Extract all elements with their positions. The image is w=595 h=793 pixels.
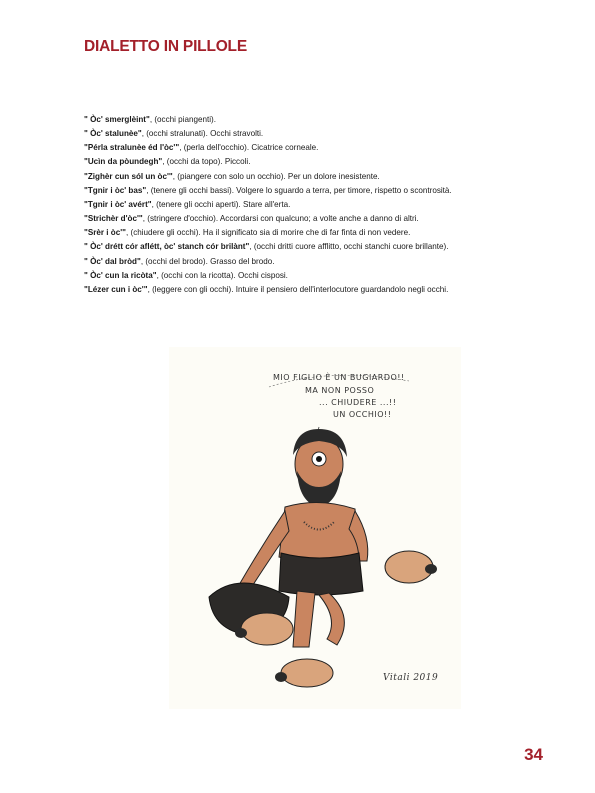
dialect-term: "Strichèr d'òc'" xyxy=(84,214,143,224)
dialect-term: " Òc' cun la ricòta" xyxy=(84,270,157,280)
list-item xyxy=(84,170,524,184)
dialect-term: " Òc' smerglèint" xyxy=(84,115,150,124)
dialect-term: "Srèr i òc'" xyxy=(84,228,126,238)
dialect-term: "Ucìn da pòundegh" xyxy=(84,157,163,167)
dialect-term: "Tgnir i òc' avért" xyxy=(84,199,152,209)
entry-definition: , (occhi stralunati). Occhi stravolti. xyxy=(141,129,264,139)
dialect-term: " Òc' drétt cór aflétt, òc' stanch cór brilànt" xyxy=(84,242,250,252)
entry-definition: , (chiudere gli occhi). Ha il significato sia di morire che di far finta di non vedere. xyxy=(126,228,411,238)
page-number: 34 xyxy=(524,745,543,764)
entry-definition: , (occhi da topo). Piccoli. xyxy=(162,157,251,167)
entry-definition: , (occhi del brodo). Grasso del brodo. xyxy=(140,256,275,266)
entry-definition: , (tenere gli occhi bassi). Volgere lo sguardo a terra, per timore, rispetto o scontrosità. xyxy=(146,185,452,195)
speech-text-line: UN OCCHIO!! xyxy=(333,410,392,419)
entry-definition: , (stringere d'occhio). Accordarsi con qualcuno; a volte anche a danno di altri. xyxy=(142,214,419,224)
list-item xyxy=(84,198,524,212)
entry-definition: , (occhi piangenti). xyxy=(149,115,216,124)
cyclops-cartoon-illustration xyxy=(169,347,461,709)
list-item xyxy=(84,184,524,198)
dialect-term: " Òc' dal bròd" xyxy=(84,256,141,266)
entry-definition: , (piangere con solo un occhio). Per un dolore inesistente. xyxy=(172,171,380,181)
entry-definition: , (leggere con gli occhi). Intuire il pensiero dell'interlocutore guardandolo negli occhi. xyxy=(147,284,449,294)
dialect-term: "Tgnir i òc' bas" xyxy=(84,185,147,195)
cartoon-drawing xyxy=(169,347,461,709)
entry-definition: , (tenere gli occhi aperti). Stare all'erta. xyxy=(151,199,291,209)
list-item xyxy=(84,127,524,141)
dialect-term: "Lézer cun i òc'" xyxy=(84,284,148,294)
dialect-term: "Pérla stralunèe éd l'òc'" xyxy=(84,143,180,153)
list-item xyxy=(84,113,524,127)
list-item xyxy=(84,226,524,240)
entry-definition: , (occhi dritti cuore afflitto, occhi stanchi cuore brillante). xyxy=(249,242,449,252)
speech-text-line: ... CHIUDERE ...!! xyxy=(319,398,397,407)
list-item xyxy=(84,283,524,297)
dialect-term: " Òc' stalunèe" xyxy=(84,129,142,139)
artist-signature: Vitali 2019 xyxy=(383,673,439,683)
speech-text-line: MIO FIGLIO È UN BUGIARDO!! xyxy=(273,373,405,382)
page-title: DIALETTO IN PILLOLE xyxy=(84,38,247,55)
list-item xyxy=(84,212,524,226)
dialect-entry-list xyxy=(84,113,524,297)
dialect-term: "Zighèr cun sól un òc'" xyxy=(84,171,173,181)
entry-definition: , (occhi con la ricotta). Occhi cisposi. xyxy=(156,270,288,280)
list-item xyxy=(84,141,524,155)
list-item xyxy=(84,240,524,254)
list-item xyxy=(84,255,524,269)
list-item xyxy=(84,155,524,169)
entry-definition: , (perla dell'occhio). Cicatrice corneale. xyxy=(179,143,319,153)
list-item xyxy=(84,269,524,283)
speech-text-line: MA NON POSSO xyxy=(305,386,375,395)
